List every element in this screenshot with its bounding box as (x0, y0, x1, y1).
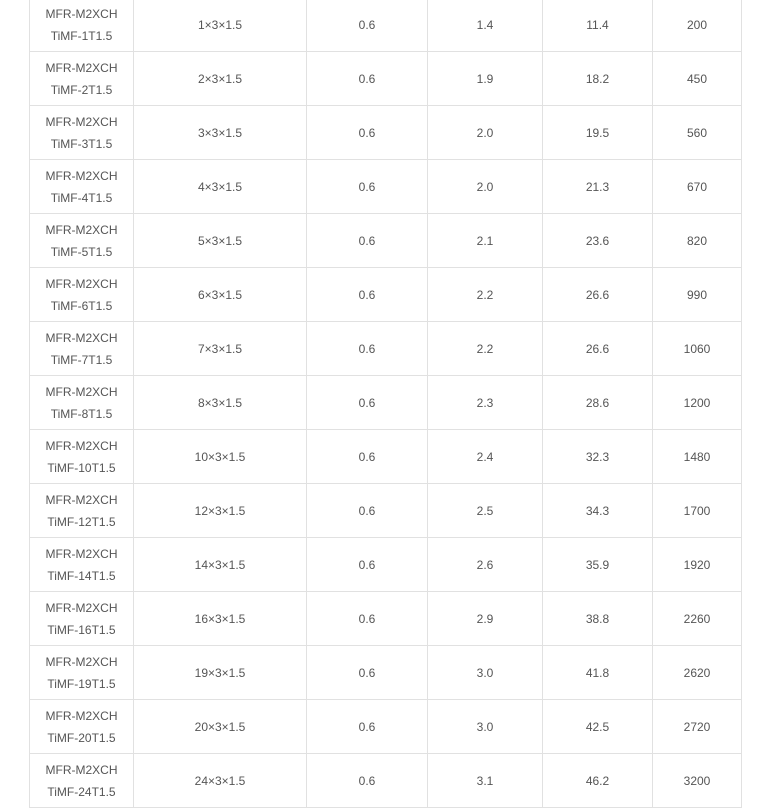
cell-col5: 34.3 (543, 484, 653, 538)
model-line-1: MFR-M2XCH (45, 222, 118, 237)
cell-model (30, 592, 134, 646)
cell-model (30, 376, 134, 430)
model-line-1: MFR-M2XCH (45, 276, 118, 291)
model-line-1: MFR-M2XCH (45, 708, 118, 723)
cell-col6: 1480 (653, 430, 742, 484)
cell-col4: 3.0 (428, 700, 543, 754)
cell-model (30, 430, 134, 484)
cell-col5: 19.5 (543, 106, 653, 160)
model-line-2: TiMF-19T1.5 (47, 676, 116, 691)
cell-model (30, 484, 134, 538)
cell-col6: 560 (653, 106, 742, 160)
model-line-1: MFR-M2XCH (45, 60, 118, 75)
cell-col5: 26.6 (543, 268, 653, 322)
cell-col4: 2.9 (428, 592, 543, 646)
table-row (30, 214, 742, 268)
cell-col3: 0.6 (307, 754, 428, 808)
cell-col3: 0.6 (307, 106, 428, 160)
cell-col3: 0.6 (307, 0, 428, 52)
model-line-2: TiMF-6T1.5 (50, 298, 113, 313)
cell-col5: 41.8 (543, 646, 653, 700)
cell-col5: 35.9 (543, 538, 653, 592)
table-row (30, 538, 742, 592)
cell-col6: 450 (653, 52, 742, 106)
cell-col3: 0.6 (307, 700, 428, 754)
cell-cores: 7×3×1.5 (134, 322, 307, 376)
model-line-1: MFR-M2XCH (45, 762, 118, 777)
cell-col5: 28.6 (543, 376, 653, 430)
model-line-1: MFR-M2XCH (45, 654, 118, 669)
cell-col6: 2260 (653, 592, 742, 646)
cell-model (30, 322, 134, 376)
cell-col3: 0.6 (307, 322, 428, 376)
cell-col4: 1.4 (428, 0, 543, 52)
cell-cores: 3×3×1.5 (134, 106, 307, 160)
cell-col4: 3.0 (428, 646, 543, 700)
cell-col4: 2.2 (428, 322, 543, 376)
model-line-1: MFR-M2XCH (45, 384, 118, 399)
cell-model (30, 754, 134, 808)
model-line-2: TiMF-4T1.5 (50, 190, 113, 205)
cell-col4: 2.1 (428, 214, 543, 268)
cell-col5: 46.2 (543, 754, 653, 808)
cell-col4: 3.1 (428, 754, 543, 808)
cell-model (30, 700, 134, 754)
cell-col4: 2.6 (428, 538, 543, 592)
model-line-2: TiMF-2T1.5 (50, 82, 113, 97)
cell-col4: 2.3 (428, 376, 543, 430)
cell-col6: 1700 (653, 484, 742, 538)
cell-col6: 2720 (653, 700, 742, 754)
model-line-2: TiMF-8T1.5 (50, 406, 113, 421)
cell-cores: 10×3×1.5 (134, 430, 307, 484)
table-row (30, 0, 742, 52)
cell-cores: 24×3×1.5 (134, 754, 307, 808)
cell-cores: 6×3×1.5 (134, 268, 307, 322)
table-row (30, 322, 742, 376)
table-row (30, 592, 742, 646)
cell-col6: 200 (653, 0, 742, 52)
cell-col4: 2.0 (428, 106, 543, 160)
cell-col5: 32.3 (543, 430, 653, 484)
table-row (30, 376, 742, 430)
cell-col5: 42.5 (543, 700, 653, 754)
cell-col6: 2620 (653, 646, 742, 700)
cell-cores: 5×3×1.5 (134, 214, 307, 268)
table-row (30, 700, 742, 754)
model-line-1: MFR-M2XCH (45, 114, 118, 129)
model-line-1: MFR-M2XCH (45, 6, 118, 21)
cell-col6: 990 (653, 268, 742, 322)
model-line-2: TiMF-3T1.5 (50, 136, 113, 151)
cell-col4: 2.0 (428, 160, 543, 214)
cell-col4: 1.9 (428, 52, 543, 106)
table-row (30, 754, 742, 808)
cell-col4: 2.5 (428, 484, 543, 538)
table-row (30, 160, 742, 214)
cell-cores: 20×3×1.5 (134, 700, 307, 754)
table-row (30, 268, 742, 322)
table-body (30, 0, 742, 808)
cell-col3: 0.6 (307, 592, 428, 646)
cell-col6: 820 (653, 214, 742, 268)
cell-col5: 18.2 (543, 52, 653, 106)
model-line-1: MFR-M2XCH (45, 330, 118, 345)
model-line-2: TiMF-12T1.5 (47, 514, 116, 529)
table-row (30, 430, 742, 484)
model-line-2: TiMF-16T1.5 (47, 622, 116, 637)
cell-col6: 670 (653, 160, 742, 214)
cell-cores: 19×3×1.5 (134, 646, 307, 700)
model-line-2: TiMF-1T1.5 (50, 28, 113, 43)
table-row (30, 52, 742, 106)
cell-model (30, 52, 134, 106)
model-line-2: TiMF-7T1.5 (50, 352, 113, 367)
cable-spec-table (29, 0, 742, 808)
cell-model (30, 646, 134, 700)
model-line-2: TiMF-5T1.5 (50, 244, 113, 259)
model-line-1: MFR-M2XCH (45, 546, 118, 561)
cell-col3: 0.6 (307, 160, 428, 214)
cell-col3: 0.6 (307, 268, 428, 322)
cell-cores: 8×3×1.5 (134, 376, 307, 430)
model-line-1: MFR-M2XCH (45, 438, 118, 453)
cell-model (30, 160, 134, 214)
cell-cores: 4×3×1.5 (134, 160, 307, 214)
cell-col3: 0.6 (307, 538, 428, 592)
table-row (30, 646, 742, 700)
model-line-2: TiMF-24T1.5 (47, 784, 116, 799)
model-line-1: MFR-M2XCH (45, 600, 118, 615)
cell-col6: 3200 (653, 754, 742, 808)
model-line-2: TiMF-10T1.5 (47, 460, 116, 475)
cell-cores: 12×3×1.5 (134, 484, 307, 538)
cell-col5: 38.8 (543, 592, 653, 646)
cell-col3: 0.6 (307, 430, 428, 484)
cell-col6: 1920 (653, 538, 742, 592)
cell-cores: 1×3×1.5 (134, 0, 307, 52)
cell-col4: 2.2 (428, 268, 543, 322)
cell-model (30, 214, 134, 268)
cell-cores: 2×3×1.5 (134, 52, 307, 106)
cell-col3: 0.6 (307, 52, 428, 106)
cell-col3: 0.6 (307, 214, 428, 268)
cell-model (30, 268, 134, 322)
cell-col3: 0.6 (307, 646, 428, 700)
cell-model (30, 106, 134, 160)
model-line-2: TiMF-14T1.5 (47, 568, 116, 583)
cell-model (30, 0, 134, 52)
model-line-1: MFR-M2XCH (45, 168, 118, 183)
table-row (30, 484, 742, 538)
cell-col5: 23.6 (543, 214, 653, 268)
cell-col5: 21.3 (543, 160, 653, 214)
cell-cores: 14×3×1.5 (134, 538, 307, 592)
table-row (30, 106, 742, 160)
cell-col5: 26.6 (543, 322, 653, 376)
cell-cores: 16×3×1.5 (134, 592, 307, 646)
cell-col5: 11.4 (543, 0, 653, 52)
cell-col4: 2.4 (428, 430, 543, 484)
cell-col3: 0.6 (307, 376, 428, 430)
cell-col3: 0.6 (307, 484, 428, 538)
cell-model (30, 538, 134, 592)
cell-col6: 1060 (653, 322, 742, 376)
model-line-1: MFR-M2XCH (45, 492, 118, 507)
model-line-2: TiMF-20T1.5 (47, 730, 116, 745)
cell-col6: 1200 (653, 376, 742, 430)
